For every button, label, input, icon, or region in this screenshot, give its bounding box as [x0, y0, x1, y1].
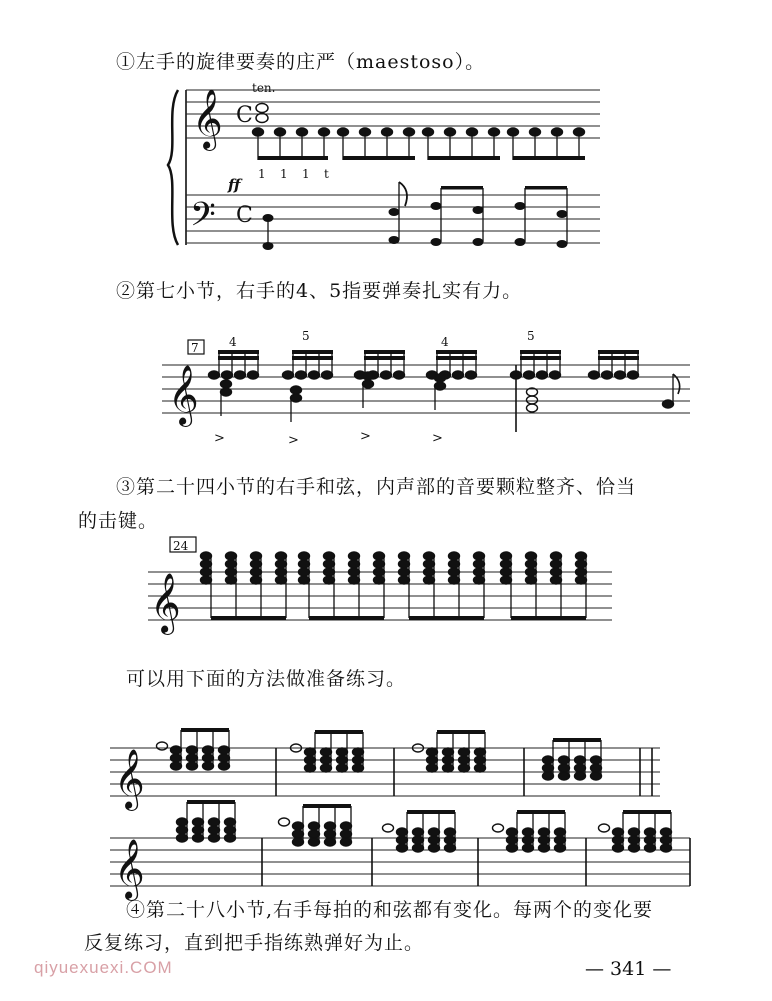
notehead — [363, 380, 374, 388]
notehead — [551, 568, 562, 576]
notehead — [397, 836, 408, 844]
beam — [292, 356, 333, 360]
brace — [168, 90, 178, 245]
paragraph-4: 可以用下面的方法做准备练习。 — [126, 668, 407, 690]
notehead — [429, 844, 440, 852]
notehead — [305, 756, 316, 764]
notehead — [324, 576, 335, 584]
notehead — [661, 828, 672, 836]
beam — [292, 350, 333, 354]
notehead — [474, 576, 485, 584]
notehead — [248, 371, 259, 379]
notehead — [459, 764, 470, 772]
paragraph-5-line-1: ④第二十八小节,右手每拍的和弦都有变化。每两个的变化要 — [126, 899, 654, 921]
notehead — [551, 552, 562, 560]
notehead — [226, 576, 237, 584]
notehead — [299, 568, 310, 576]
notehead — [225, 818, 236, 826]
notehead — [399, 552, 410, 560]
notehead — [291, 394, 302, 402]
notehead — [171, 754, 182, 762]
notehead — [523, 844, 534, 852]
notehead — [187, 754, 198, 762]
notehead — [615, 371, 626, 379]
notehead — [511, 371, 522, 379]
measure-7-label: 7 — [191, 341, 199, 355]
notehead — [501, 560, 512, 568]
notehead — [543, 772, 554, 780]
notehead — [424, 576, 435, 584]
treble-eighth-notes — [253, 128, 585, 160]
notehead — [374, 576, 385, 584]
notehead — [645, 844, 656, 852]
accent-3: > — [360, 429, 371, 444]
notehead — [374, 568, 385, 576]
bass-clef-icon: 𝄢 — [190, 196, 216, 242]
notehead — [493, 824, 504, 832]
example-2-notes — [209, 350, 680, 422]
notehead — [537, 371, 548, 379]
notehead — [443, 748, 454, 756]
notehead — [171, 762, 182, 770]
notehead — [449, 552, 460, 560]
notehead — [575, 756, 586, 764]
notehead — [187, 746, 198, 754]
notehead — [177, 834, 188, 842]
paragraph-5-line-2: 反复练习，直到把手指练熟弹好为止。 — [84, 932, 425, 954]
notehead — [559, 756, 570, 764]
notehead — [324, 560, 335, 568]
notehead — [449, 560, 460, 568]
notehead — [226, 552, 237, 560]
notehead — [209, 818, 220, 826]
notehead — [321, 764, 332, 772]
notehead — [575, 772, 586, 780]
notehead — [363, 372, 374, 380]
notehead — [341, 822, 352, 830]
notehead — [663, 400, 674, 408]
notehead — [459, 756, 470, 764]
notehead — [321, 748, 332, 756]
notehead — [325, 830, 336, 838]
treble-clef-icon: 𝄞 — [192, 89, 223, 149]
example-3-staff — [148, 537, 612, 635]
notehead — [526, 576, 537, 584]
notehead — [550, 371, 561, 379]
beam — [511, 616, 586, 620]
notehead — [394, 371, 405, 379]
notehead — [591, 772, 602, 780]
notehead — [613, 828, 624, 836]
notehead — [507, 844, 518, 852]
notehead — [539, 828, 550, 836]
tenuto-label: ten. — [252, 81, 276, 95]
notehead — [201, 552, 212, 560]
notehead — [341, 838, 352, 846]
beam — [211, 616, 286, 620]
notehead — [474, 568, 485, 576]
notehead — [193, 818, 204, 826]
treble-eighths — [258, 156, 585, 160]
notehead — [539, 836, 550, 844]
notehead — [555, 844, 566, 852]
notehead — [305, 748, 316, 756]
beam — [598, 350, 639, 354]
paragraph-3-line-2: 的击键。 — [78, 510, 159, 532]
example-2-staff — [162, 329, 690, 448]
notehead — [374, 552, 385, 560]
notehead — [613, 836, 624, 844]
notehead — [279, 818, 290, 826]
notehead — [559, 772, 570, 780]
beam — [364, 350, 405, 354]
notehead — [475, 756, 486, 764]
notehead — [299, 560, 310, 568]
notehead — [349, 560, 360, 568]
notehead — [435, 374, 446, 382]
fingering-4: t — [324, 167, 329, 181]
notehead — [296, 371, 307, 379]
notehead — [602, 371, 613, 379]
notehead — [276, 568, 287, 576]
notehead — [193, 834, 204, 842]
paragraph-2: ②第七小节，右手的4、5指要弹奏扎实有力。 — [116, 280, 523, 302]
notehead — [576, 568, 587, 576]
notehead — [399, 568, 410, 576]
notehead — [589, 371, 600, 379]
notehead — [341, 830, 352, 838]
notehead — [413, 836, 424, 844]
notehead — [305, 764, 316, 772]
notehead — [501, 568, 512, 576]
notehead — [397, 844, 408, 852]
notehead — [661, 836, 672, 844]
notehead — [424, 560, 435, 568]
notehead — [235, 371, 246, 379]
notehead — [475, 764, 486, 772]
notehead — [475, 748, 486, 756]
notehead — [526, 560, 537, 568]
beam — [407, 810, 455, 814]
notehead — [374, 560, 385, 568]
notehead — [443, 764, 454, 772]
notehead — [222, 371, 233, 379]
notehead — [353, 756, 364, 764]
beam — [181, 728, 229, 732]
notehead — [445, 844, 456, 852]
notehead — [187, 762, 198, 770]
beam — [437, 730, 485, 734]
notehead — [443, 756, 454, 764]
notehead — [576, 576, 587, 584]
notehead — [383, 824, 394, 832]
notehead — [177, 818, 188, 826]
notehead — [501, 576, 512, 584]
fingering-2: 1 — [280, 167, 288, 181]
beam — [436, 350, 477, 354]
accent-2: > — [288, 433, 299, 448]
notehead — [397, 828, 408, 836]
treble-clef-icon: 𝄞 — [114, 839, 145, 899]
time-signature-bass: C — [236, 203, 253, 228]
time-signature: C — [236, 103, 253, 128]
beam — [309, 616, 384, 620]
notehead — [201, 560, 212, 568]
notehead — [629, 844, 640, 852]
beam — [598, 356, 639, 360]
notehead — [629, 836, 640, 844]
fingering-3: 1 — [302, 167, 310, 181]
notehead — [325, 822, 336, 830]
notehead — [293, 830, 304, 838]
beam — [409, 616, 484, 620]
notehead — [551, 576, 562, 584]
measure-24-label: 24 — [173, 539, 189, 553]
beam — [553, 738, 601, 742]
notehead — [293, 822, 304, 830]
notehead — [429, 828, 440, 836]
accent-4: > — [432, 431, 443, 446]
notehead — [201, 576, 212, 584]
notehead — [177, 826, 188, 834]
notehead — [527, 404, 538, 412]
notehead — [466, 371, 477, 379]
notehead — [349, 552, 360, 560]
notehead — [576, 560, 587, 568]
page-number: — 341 — — [585, 958, 672, 980]
notehead — [353, 748, 364, 756]
notehead — [251, 560, 262, 568]
notehead — [324, 552, 335, 560]
treble-clef-icon: 𝄞 — [168, 365, 199, 425]
notehead — [299, 576, 310, 584]
notehead — [276, 576, 287, 584]
notehead — [276, 560, 287, 568]
notehead — [629, 828, 640, 836]
notehead — [526, 568, 537, 576]
notehead — [291, 386, 302, 394]
notehead — [453, 371, 464, 379]
fingering-b: 5 — [302, 329, 310, 343]
notehead — [293, 838, 304, 846]
notehead — [427, 748, 438, 756]
notehead — [555, 828, 566, 836]
fingering-d: 5 — [527, 329, 535, 343]
beam — [520, 350, 561, 354]
notehead — [309, 822, 320, 830]
example-4-staff-a — [110, 728, 660, 811]
beam — [218, 356, 259, 360]
notehead — [427, 756, 438, 764]
accent-1: > — [214, 431, 225, 446]
notehead — [526, 552, 537, 560]
bass-notes — [263, 182, 568, 250]
notehead — [413, 828, 424, 836]
notehead — [628, 371, 639, 379]
notehead — [309, 371, 320, 379]
notehead — [219, 754, 230, 762]
beam — [187, 800, 235, 804]
notehead — [459, 748, 470, 756]
notehead — [661, 844, 672, 852]
notehead — [645, 828, 656, 836]
notehead — [599, 824, 610, 832]
notehead — [591, 764, 602, 772]
notehead — [203, 762, 214, 770]
notehead — [251, 568, 262, 576]
notehead — [353, 764, 364, 772]
notehead — [501, 552, 512, 560]
notehead — [507, 836, 518, 844]
treble-clef-icon: 𝄞 — [150, 573, 181, 633]
notehead — [613, 844, 624, 852]
notehead — [309, 838, 320, 846]
notehead — [225, 826, 236, 834]
notehead — [349, 576, 360, 584]
notehead — [337, 764, 348, 772]
notehead — [321, 756, 332, 764]
notehead — [527, 396, 538, 404]
notehead — [424, 568, 435, 576]
notehead — [523, 828, 534, 836]
notehead — [507, 828, 518, 836]
notehead — [424, 552, 435, 560]
notehead — [251, 552, 262, 560]
notehead — [445, 828, 456, 836]
notehead — [399, 576, 410, 584]
notehead — [559, 764, 570, 772]
notehead — [551, 560, 562, 568]
notehead — [324, 568, 335, 576]
notehead — [523, 836, 534, 844]
notehead — [309, 830, 320, 838]
notehead — [209, 371, 220, 379]
notehead — [449, 568, 460, 576]
notehead — [349, 568, 360, 576]
paragraph-3-line-1: ③第二十四小节的右手和弦，内声部的音要颗粒整齐、恰当 — [116, 476, 637, 498]
notehead — [251, 576, 262, 584]
notehead — [543, 764, 554, 772]
fingering-1: 1 — [258, 167, 266, 181]
notehead — [449, 576, 460, 584]
notehead — [429, 836, 440, 844]
notehead — [543, 756, 554, 764]
beam — [218, 350, 259, 354]
beam — [315, 730, 363, 734]
notehead — [337, 748, 348, 756]
notehead — [225, 834, 236, 842]
notehead — [322, 371, 333, 379]
fingering-a: 4 — [229, 335, 237, 349]
notehead — [399, 560, 410, 568]
notehead — [435, 382, 446, 390]
example-1-grand-staff — [168, 81, 600, 250]
notehead — [645, 836, 656, 844]
beam — [520, 356, 561, 360]
notehead — [555, 836, 566, 844]
notehead — [157, 742, 168, 750]
notehead — [221, 380, 232, 388]
beam — [364, 356, 405, 360]
notehead — [576, 552, 587, 560]
notehead — [226, 560, 237, 568]
notehead — [209, 834, 220, 842]
notehead — [219, 746, 230, 754]
notehead — [171, 746, 182, 754]
notehead — [209, 826, 220, 834]
notehead — [219, 762, 230, 770]
notehead — [474, 552, 485, 560]
example-3-chords — [201, 552, 587, 620]
notehead — [524, 371, 535, 379]
beam — [623, 810, 671, 814]
dynamic-ff: ff — [228, 176, 241, 194]
paragraph-1: ①左手的旋律要奏的庄严（maestoso）。 — [116, 51, 486, 73]
example-4-staff-b — [110, 800, 690, 901]
notehead — [221, 388, 232, 396]
notehead — [413, 844, 424, 852]
beam — [436, 356, 477, 360]
notehead — [201, 568, 212, 576]
notehead — [337, 756, 348, 764]
fingering-c: 4 — [441, 335, 449, 349]
notehead — [203, 754, 214, 762]
beam — [303, 804, 351, 808]
notehead — [226, 568, 237, 576]
notehead — [575, 764, 586, 772]
beam — [517, 810, 565, 814]
notehead — [203, 746, 214, 754]
notehead — [325, 838, 336, 846]
notehead — [276, 552, 287, 560]
watermark: qiyuexuexi.COM — [34, 958, 173, 977]
notehead — [427, 764, 438, 772]
notehead — [283, 371, 294, 379]
notehead — [474, 560, 485, 568]
notehead — [381, 371, 392, 379]
notehead — [445, 836, 456, 844]
treble-clef-icon: 𝄞 — [114, 749, 145, 809]
notehead — [539, 844, 550, 852]
notehead — [591, 756, 602, 764]
notehead — [299, 552, 310, 560]
notehead — [193, 826, 204, 834]
